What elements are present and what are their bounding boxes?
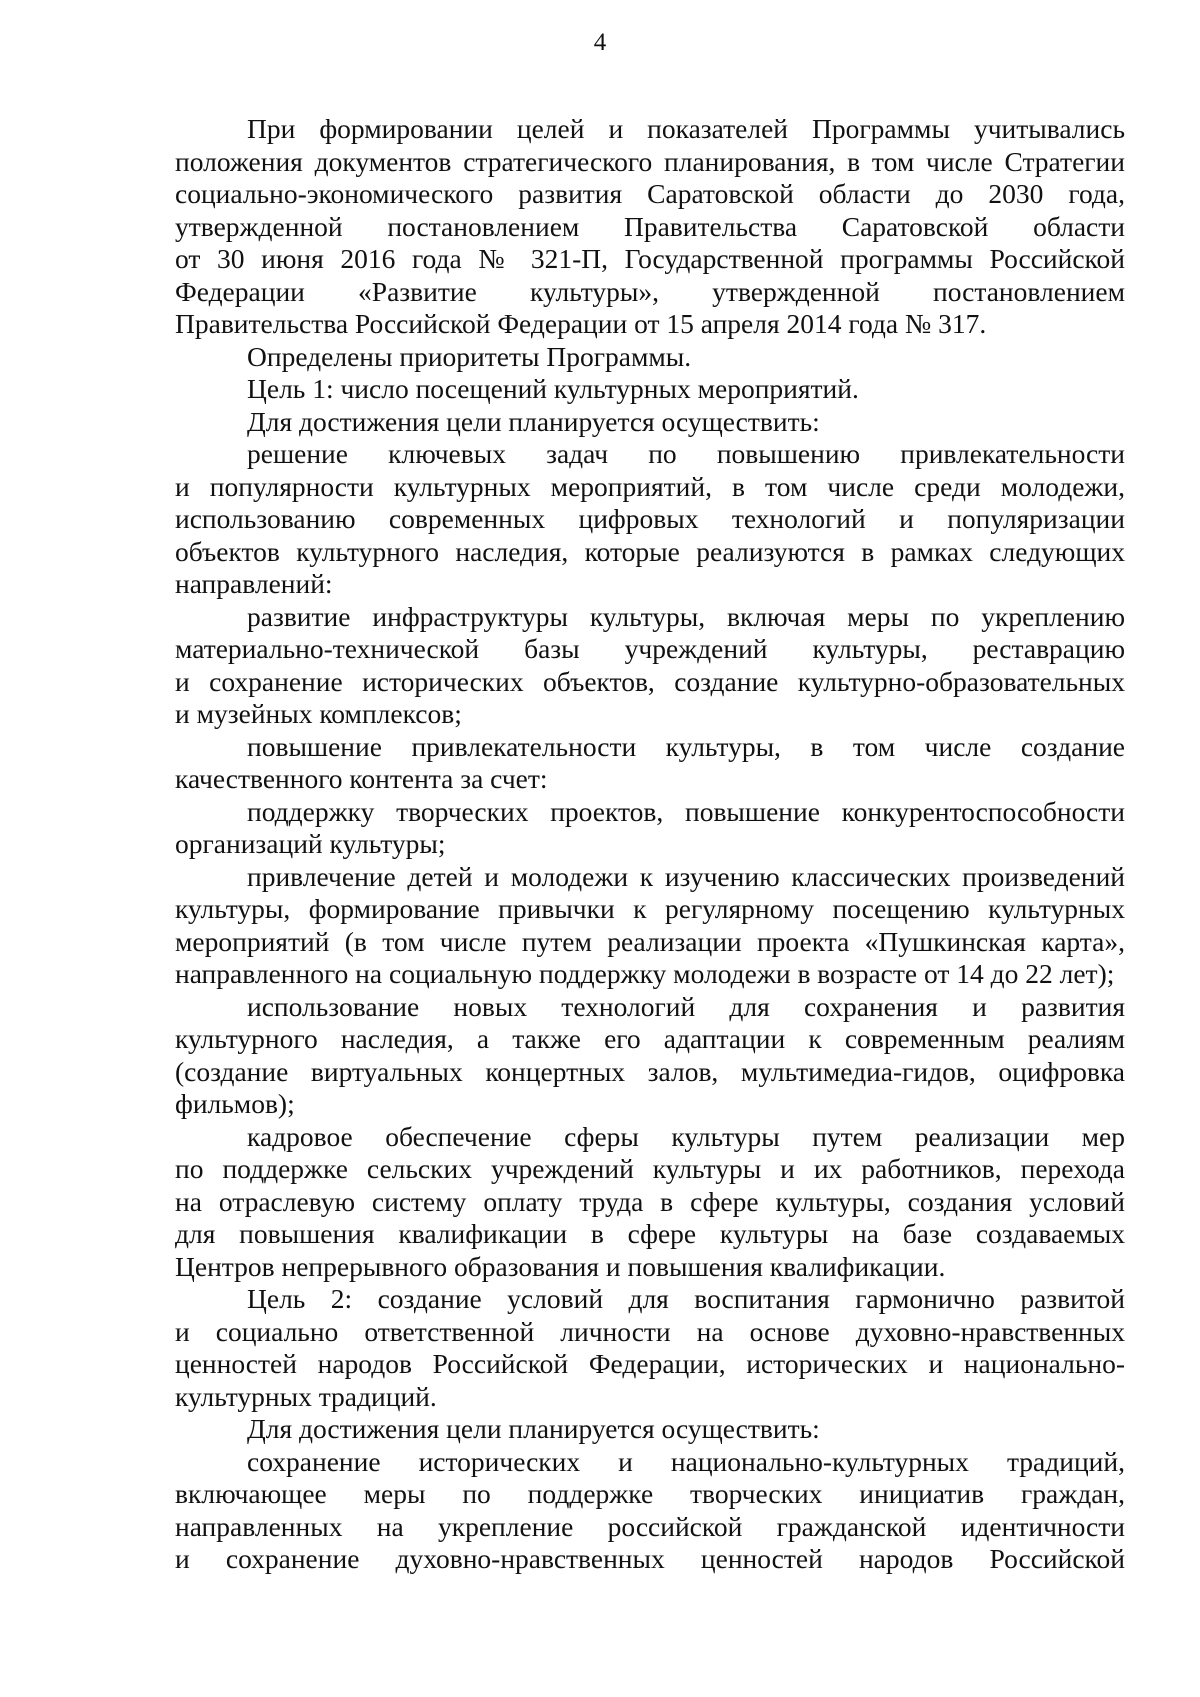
- paragraph: [175, 1121, 1125, 1284]
- paragraph-line: сохранение исторических и национально-культурных традиций,: [247, 1445, 1125, 1477]
- paragraph-line: использование новых технологий для сохранения и развития: [247, 990, 1125, 1022]
- paragraph-line: Цель 1: число посещений культурных мероприятий.: [247, 373, 859, 404]
- paragraph: [175, 861, 1125, 991]
- paragraph-line: Для достижения цели планируется осуществить:: [247, 405, 820, 437]
- paragraph-line: для повышения квалификации в сфере культуры на базе создаваемых: [175, 1218, 1125, 1249]
- paragraph-line: Федерации «Развитие культуры», утвержденной постановлением: [175, 275, 1125, 307]
- page-number: 4: [593, 29, 607, 56]
- paragraph-line: по поддержке сельских учреждений культуры и их работников, перехода: [175, 1153, 1125, 1184]
- paragraph-line: утвержденной постановлением Правительства Саратовской области: [175, 210, 1125, 242]
- paragraph-line: Для достижения цели планируется осуществить:: [247, 1413, 820, 1444]
- paragraph-line: привлечение детей и молодежи к изучению классических произведений: [247, 860, 1125, 892]
- paragraph-line: направленного на социальную поддержку молодежи в возрасте от 14 до 22 лет);: [175, 958, 1115, 989]
- paragraph: [175, 1283, 1125, 1413]
- paragraph-line: от 30 июня 2016 года № 321-П, Государственной программы Российской: [175, 243, 1125, 274]
- paragraph: [175, 1413, 1125, 1446]
- paragraph: [175, 406, 1125, 439]
- paragraph-line: и сохранение исторических объектов, создание культурно-образовательных: [175, 665, 1125, 697]
- paragraph-line: мероприятий (в том числе путем реализации проекта «Пушкинская карта»,: [175, 925, 1125, 957]
- paragraph-line: направлений:: [175, 568, 333, 599]
- paragraph-line: использованию современных цифровых технологий и популяризации: [175, 503, 1125, 534]
- paragraph-line: Центров непрерывного образования и повышения квалификации.: [175, 1250, 946, 1282]
- document-body: [175, 113, 1125, 1576]
- paragraph: [175, 796, 1125, 861]
- paragraph-line: организаций культуры;: [175, 828, 446, 859]
- paragraph: [175, 601, 1125, 731]
- paragraph: [175, 113, 1125, 341]
- paragraph-line: ценностей народов Российской Федерации, исторических и национально-: [175, 1348, 1125, 1379]
- paragraph-line: качественного контента за счет:: [175, 763, 548, 794]
- paragraph: [175, 438, 1125, 601]
- paragraph-line: включающее меры по поддержке творческих инициатив граждан,: [175, 1478, 1125, 1509]
- paragraph-line: Правительства Российской Федерации от 15 апреля 2014 года № 317.: [175, 308, 987, 339]
- paragraph-line: культуры, формирование привычки к регулярному посещению культурных: [175, 893, 1125, 924]
- paragraph-line: материально-технической базы учреждений культуры, реставрацию: [175, 633, 1125, 664]
- paragraph-line: и социально ответственной личности на основе духовно-нравственных: [175, 1315, 1125, 1347]
- paragraph-line: развитие инфраструктуры культуры, включая меры по укреплению: [247, 600, 1125, 632]
- paragraph-line: Определены приоритеты Программы.: [247, 340, 692, 372]
- paragraph: [175, 341, 1125, 374]
- paragraph-line: решение ключевых задач по повышению привлекательности: [247, 438, 1125, 469]
- paragraph-line: и сохранение духовно-нравственных ценностей народов Российской: [175, 1543, 1125, 1574]
- paragraph-line: поддержку творческих проектов, повышение конкурентоспособности: [247, 795, 1125, 827]
- paragraph-line: кадровое обеспечение сферы культуры путем реализации мер: [247, 1120, 1125, 1152]
- paragraph-line: (создание виртуальных концертных залов, мультимедиа-гидов, оцифровка: [175, 1055, 1125, 1087]
- paragraph-line: на отраслевую систему оплату труда в сфере культуры, создания условий: [175, 1185, 1125, 1217]
- paragraph: [175, 1446, 1125, 1576]
- paragraph: [175, 991, 1125, 1121]
- paragraph-line: При формировании целей и показателей Программы учитывались: [247, 113, 1125, 144]
- paragraph-line: повышение привлекательности культуры, в том числе создание: [247, 730, 1125, 762]
- paragraph-line: положения документов стратегического планирования, в том числе Стратегии: [175, 145, 1125, 177]
- paragraph-line: объектов культурного наследия, которые реализуются в рамках следующих: [175, 535, 1125, 567]
- paragraph-line: направленных на укрепление российской гражданской идентичности: [175, 1510, 1125, 1542]
- paragraph-line: культурного наследия, а также его адаптации к современным реалиям: [175, 1023, 1125, 1054]
- paragraph-line: Цель 2: создание условий для воспитания гармонично развитой: [247, 1283, 1125, 1314]
- paragraph-line: социально-экономического развития Саратовской области до 2030 года,: [175, 178, 1125, 209]
- paragraph: [175, 373, 1125, 406]
- paragraph-line: и популярности культурных мероприятий, в том числе среди молодежи,: [175, 470, 1125, 502]
- paragraph-line: фильмов);: [175, 1088, 295, 1119]
- paragraph-line: и музейных комплексов;: [175, 698, 462, 729]
- paragraph-line: культурных традиций.: [175, 1380, 437, 1412]
- paragraph: [175, 731, 1125, 796]
